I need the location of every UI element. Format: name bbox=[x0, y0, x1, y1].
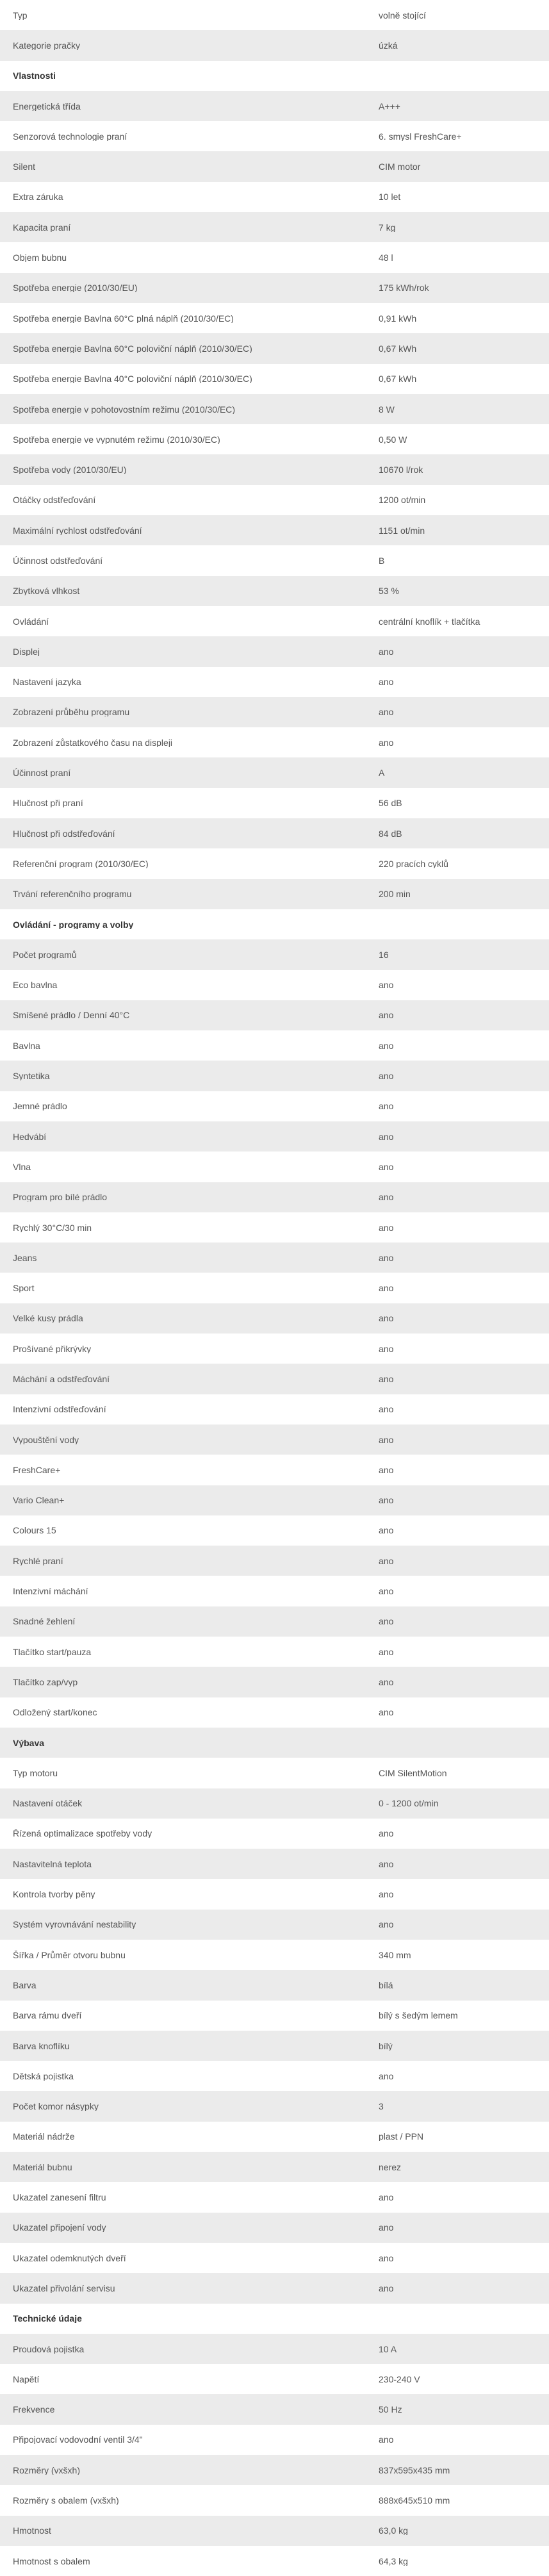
spec-row bbox=[0, 1212, 549, 1243]
spec-row bbox=[0, 1546, 549, 1576]
spec-label: Prošívané přikrývky bbox=[13, 1344, 92, 1353]
spec-label: Velké kusy prádla bbox=[13, 1314, 83, 1323]
spec-value: 0,67 kWh bbox=[379, 343, 417, 353]
spec-row bbox=[0, 364, 549, 394]
spec-row bbox=[0, 182, 549, 212]
spec-label: Vlna bbox=[13, 1162, 31, 1171]
spec-value: ano bbox=[379, 1647, 394, 1656]
spec-label: Kontrola tvorby pěny bbox=[13, 1890, 95, 1899]
spec-value: 230-240 V bbox=[379, 2374, 420, 2384]
spec-value: 0,91 kWh bbox=[379, 313, 417, 323]
spec-row bbox=[0, 2031, 549, 2061]
spec-label: Tlačítko start/pauza bbox=[13, 1647, 92, 1656]
spec-value: ano bbox=[379, 2193, 394, 2202]
spec-value: ano bbox=[379, 1041, 394, 1050]
spec-label: Hedvábí bbox=[13, 1132, 47, 1141]
spec-label: Typ motoru bbox=[13, 1768, 58, 1778]
spec-label: Ukazatel zanesení filtru bbox=[13, 2193, 106, 2202]
spec-row bbox=[0, 2182, 549, 2212]
spec-row bbox=[0, 1030, 549, 1061]
spec-row bbox=[0, 1061, 549, 1091]
section-heading-row bbox=[0, 2304, 549, 2334]
spec-row bbox=[0, 939, 549, 970]
spec-row bbox=[0, 2061, 549, 2091]
spec-label: Frekvence bbox=[13, 2405, 55, 2415]
spec-value: 10 let bbox=[379, 192, 401, 202]
spec-row bbox=[0, 1152, 549, 1182]
spec-label: Odložený start/konec bbox=[13, 1708, 97, 1717]
spec-label: Spotřeba energie (2010/30/EU) bbox=[13, 283, 138, 293]
spec-row bbox=[0, 394, 549, 424]
spec-row bbox=[0, 1667, 549, 1697]
spec-row bbox=[0, 2273, 549, 2303]
spec-label: Zbytková vlhkost bbox=[13, 586, 80, 596]
spec-label: Smíšené prádlo / Denní 40°C bbox=[13, 1011, 130, 1020]
spec-value: 16 bbox=[379, 950, 389, 959]
spec-value: 3 bbox=[379, 2102, 384, 2111]
spec-row bbox=[0, 788, 549, 818]
spec-row bbox=[0, 545, 549, 575]
spec-row bbox=[0, 1819, 549, 1849]
spec-row bbox=[0, 1273, 549, 1303]
spec-row bbox=[0, 636, 549, 666]
section-heading: Ovládání - programy a volby bbox=[13, 920, 134, 929]
spec-value: ano bbox=[379, 1465, 394, 1474]
spec-row bbox=[0, 454, 549, 484]
spec-row bbox=[0, 2334, 549, 2364]
spec-row bbox=[0, 2425, 549, 2455]
spec-value: 10 A bbox=[379, 2344, 397, 2354]
spec-label: Hmotnost s obalem bbox=[13, 2556, 90, 2566]
spec-value: ano bbox=[379, 1284, 394, 1293]
spec-row bbox=[0, 1637, 549, 1667]
spec-row bbox=[0, 1394, 549, 1424]
spec-value: ano bbox=[379, 738, 394, 747]
spec-value: ano bbox=[379, 1920, 394, 1929]
spec-value: 10670 l/rok bbox=[379, 465, 423, 475]
spec-row bbox=[0, 1364, 549, 1394]
spec-row bbox=[0, 848, 549, 879]
spec-row bbox=[0, 30, 549, 60]
spec-label: Počet programů bbox=[13, 950, 77, 959]
spec-value: ano bbox=[379, 1071, 394, 1081]
spec-value: volně stojící bbox=[379, 10, 426, 20]
spec-row bbox=[0, 606, 549, 636]
spec-row bbox=[0, 818, 549, 848]
spec-value: plast / PPN bbox=[379, 2132, 424, 2142]
spec-row bbox=[0, 1303, 549, 1333]
spec-label: Ukazatel přivolání servisu bbox=[13, 2283, 115, 2293]
spec-row bbox=[0, 2122, 549, 2152]
spec-value: 56 dB bbox=[379, 798, 402, 808]
spec-label: Extra záruka bbox=[13, 192, 63, 202]
spec-row bbox=[0, 2213, 549, 2243]
spec-label: Intenzivní odstřeďování bbox=[13, 1405, 106, 1414]
spec-value: 53 % bbox=[379, 586, 399, 596]
section-heading: Vlastnosti bbox=[13, 71, 56, 81]
spec-row bbox=[0, 1788, 549, 1819]
spec-row bbox=[0, 333, 549, 363]
spec-label: Barva bbox=[13, 1980, 37, 1990]
spec-label: Spotřeba vody (2010/30/EU) bbox=[13, 465, 127, 475]
spec-row bbox=[0, 2001, 549, 2031]
spec-value: ano bbox=[379, 1314, 394, 1323]
spec-value: ano bbox=[379, 1829, 394, 1838]
spec-row bbox=[0, 1940, 549, 1970]
spec-value: 0 - 1200 ot/min bbox=[379, 1799, 439, 1808]
spec-value: 50 Hz bbox=[379, 2405, 402, 2415]
spec-row bbox=[0, 2485, 549, 2515]
spec-value: ano bbox=[379, 1193, 394, 1202]
spec-value: ano bbox=[379, 1132, 394, 1141]
spec-value: ano bbox=[379, 1253, 394, 1262]
spec-row bbox=[0, 2243, 549, 2273]
spec-value: ano bbox=[379, 2435, 394, 2445]
spec-row bbox=[0, 1333, 549, 1364]
spec-label: Hlučnost při praní bbox=[13, 798, 83, 808]
spec-label: Rozměry (vxšxh) bbox=[13, 2465, 81, 2475]
spec-row bbox=[0, 697, 549, 727]
spec-value: ano bbox=[379, 2223, 394, 2233]
spec-value: úzká bbox=[379, 40, 398, 50]
spec-row bbox=[0, 1485, 549, 1515]
spec-label: Typ bbox=[13, 10, 28, 20]
spec-value: bílá bbox=[379, 1980, 393, 1990]
spec-label: Materiál bubnu bbox=[13, 2162, 72, 2172]
spec-label: Colours 15 bbox=[13, 1526, 56, 1535]
spec-row bbox=[0, 1515, 549, 1546]
spec-label: Materiál nádrže bbox=[13, 2132, 75, 2142]
spec-value: 837x595x435 mm bbox=[379, 2465, 450, 2475]
spec-label: Vario Clean+ bbox=[13, 1496, 65, 1505]
spec-value: ano bbox=[379, 1526, 394, 1535]
spec-row bbox=[0, 1879, 549, 1909]
spec-label: Silent bbox=[13, 162, 36, 172]
spec-row bbox=[0, 151, 549, 181]
spec-value: ano bbox=[379, 1556, 394, 1565]
spec-label: Proudová pojistka bbox=[13, 2344, 85, 2354]
spec-label: Kapacita praní bbox=[13, 222, 71, 232]
spec-row bbox=[0, 1576, 549, 1606]
spec-value: ano bbox=[379, 1617, 394, 1626]
spec-value: 0,50 W bbox=[379, 434, 407, 444]
spec-value: 6. smysl FreshCare+ bbox=[379, 131, 462, 141]
spec-value: ano bbox=[379, 1162, 394, 1171]
spec-value: 0,67 kWh bbox=[379, 374, 417, 384]
spec-row bbox=[0, 515, 549, 545]
spec-row bbox=[0, 2455, 549, 2485]
spec-value: CIM SilentMotion bbox=[379, 1768, 447, 1778]
spec-value: B bbox=[379, 556, 385, 565]
section-heading: Výbava bbox=[13, 1738, 45, 1747]
spec-row bbox=[0, 1455, 549, 1485]
spec-value: ano bbox=[379, 2283, 394, 2293]
spec-label: Nastavitelná teplota bbox=[13, 1859, 92, 1869]
spec-row bbox=[0, 424, 549, 454]
spec-label: Připojovací vodovodní ventil 3/4" bbox=[13, 2435, 143, 2445]
spec-value: 1151 ot/min bbox=[379, 525, 425, 535]
section-heading-row bbox=[0, 61, 549, 91]
spec-value: nerez bbox=[379, 2162, 402, 2172]
spec-label: Systém vyrovnávání nestability bbox=[13, 1920, 136, 1929]
spec-label: Rychlé praní bbox=[13, 1556, 63, 1565]
spec-row bbox=[0, 485, 549, 515]
spec-value: 175 kWh/rok bbox=[379, 283, 429, 293]
spec-label: Šířka / Průměr otvoru bubnu bbox=[13, 1950, 126, 1960]
spec-row bbox=[0, 1697, 549, 1728]
spec-row bbox=[0, 121, 549, 151]
spec-value: ano bbox=[379, 2253, 394, 2263]
spec-value: ano bbox=[379, 1435, 394, 1444]
spec-value: ano bbox=[379, 707, 394, 717]
spec-label: Ukazatel odemknutých dveří bbox=[13, 2253, 126, 2263]
spec-label: Sport bbox=[13, 1284, 35, 1293]
spec-row bbox=[0, 2364, 549, 2394]
spec-label: Spotřeba energie Bavlna 60°C poloviční náplň (2010/30/EC) bbox=[13, 343, 252, 353]
spec-row bbox=[0, 1000, 549, 1030]
spec-row bbox=[0, 1424, 549, 1455]
section-heading-row bbox=[0, 909, 549, 939]
spec-row bbox=[0, 1182, 549, 1212]
spec-label: Hmotnost bbox=[13, 2526, 51, 2536]
spec-value: 84 dB bbox=[379, 829, 402, 838]
spec-label: Spotřeba energie Bavlna 60°C plná náplň (2010/30/EC) bbox=[13, 313, 234, 323]
spec-label: Spotřeba energie v pohotovostním režimu (2010/30/EC) bbox=[13, 404, 236, 414]
spec-value: ano bbox=[379, 1405, 394, 1414]
spec-value: ano bbox=[379, 1102, 394, 1111]
spec-row bbox=[0, 757, 549, 788]
spec-value: 888x645x510 mm bbox=[379, 2495, 450, 2505]
spec-value: ano bbox=[379, 647, 394, 656]
spec-label: Trvání referenčního programu bbox=[13, 889, 132, 899]
spec-label: Vypouštění vody bbox=[13, 1435, 79, 1444]
spec-value: 63,0 kg bbox=[379, 2526, 408, 2536]
spec-label: Energetická třída bbox=[13, 101, 81, 111]
spec-value: ano bbox=[379, 1223, 394, 1232]
spec-label: Otáčky odstřeďování bbox=[13, 495, 96, 505]
spec-label: Intenzivní máchání bbox=[13, 1587, 88, 1596]
spec-value: ano bbox=[379, 2071, 394, 2081]
spec-label: Účinnost odstřeďování bbox=[13, 556, 103, 565]
spec-label: Rychlý 30°C/30 min bbox=[13, 1223, 92, 1232]
spec-label: Snadné žehlení bbox=[13, 1617, 76, 1626]
spec-row bbox=[0, 1091, 549, 1121]
spec-value: 220 pracích cyklů bbox=[379, 859, 448, 868]
spec-label: Barva knoflíku bbox=[13, 2041, 70, 2051]
spec-value: ano bbox=[379, 1890, 394, 1899]
spec-value: ano bbox=[379, 1375, 394, 1383]
spec-label: Bavlna bbox=[13, 1041, 40, 1050]
spec-row bbox=[0, 1243, 549, 1273]
spec-value: 340 mm bbox=[379, 1950, 411, 1960]
spec-row bbox=[0, 2091, 549, 2121]
spec-label: Ovládání bbox=[13, 616, 49, 626]
spec-label: Maximální rychlost odstřeďování bbox=[13, 525, 142, 535]
spec-row bbox=[0, 2152, 549, 2182]
spec-label: FreshCare+ bbox=[13, 1465, 61, 1474]
spec-label: Účinnost praní bbox=[13, 768, 71, 778]
spec-value: ano bbox=[379, 980, 394, 990]
spec-value: ano bbox=[379, 1859, 394, 1869]
spec-value: bílý bbox=[379, 2041, 393, 2051]
spec-row bbox=[0, 1758, 549, 1788]
spec-row bbox=[0, 2546, 549, 2576]
spec-label: Zobrazení zůstatkového času na displeji bbox=[13, 738, 173, 747]
spec-row bbox=[0, 1606, 549, 1637]
spec-row bbox=[0, 727, 549, 757]
spec-row bbox=[0, 576, 549, 606]
spec-label: Spotřeba energie Bavlna 40°C poloviční náplň (2010/30/EC) bbox=[13, 374, 252, 384]
spec-value: ano bbox=[379, 1011, 394, 1020]
spec-label: Displej bbox=[13, 647, 40, 656]
spec-label: Spotřeba energie ve vypnutém režimu (2010/30/EC) bbox=[13, 434, 220, 444]
spec-value: ano bbox=[379, 1344, 394, 1353]
spec-label: Zobrazení průběhu programu bbox=[13, 707, 130, 717]
spec-label: Objem bubnu bbox=[13, 253, 67, 263]
spec-value: ano bbox=[379, 677, 394, 687]
spec-label: Jemné prádlo bbox=[13, 1102, 67, 1111]
spec-label: Máchání a odstřeďování bbox=[13, 1375, 110, 1383]
spec-label: Dětská pojistka bbox=[13, 2071, 74, 2081]
spec-value: 200 min bbox=[379, 889, 411, 899]
spec-row bbox=[0, 2516, 549, 2546]
spec-value: A+++ bbox=[379, 101, 400, 111]
spec-label: Rozměry s obalem (vxšxh) bbox=[13, 2495, 119, 2505]
spec-label: Napětí bbox=[13, 2374, 40, 2384]
spec-row bbox=[0, 1970, 549, 2000]
spec-label: Tlačítko zap/vyp bbox=[13, 1677, 78, 1687]
section-heading-row bbox=[0, 1728, 549, 1758]
section-heading: Technické údaje bbox=[13, 2314, 82, 2324]
spec-row bbox=[0, 91, 549, 121]
spec-label: Barva rámu dveří bbox=[13, 2011, 82, 2020]
spec-label: Jeans bbox=[13, 1253, 37, 1262]
spec-row bbox=[0, 273, 549, 303]
spec-value: 1200 ot/min bbox=[379, 495, 426, 505]
spec-label: Eco bavlna bbox=[13, 980, 58, 990]
spec-label: Nastavení jazyka bbox=[13, 677, 81, 687]
spec-label: Senzorová technologie praní bbox=[13, 131, 127, 141]
spec-row bbox=[0, 1910, 549, 1940]
spec-label: Kategorie pračky bbox=[13, 40, 81, 50]
spec-row bbox=[0, 303, 549, 333]
spec-value: 7 kg bbox=[379, 222, 396, 232]
spec-row bbox=[0, 242, 549, 272]
spec-label: Nastavení otáček bbox=[13, 1799, 83, 1808]
spec-label: Program pro bílé prádlo bbox=[13, 1193, 108, 1202]
spec-value: bílý s šedým lemem bbox=[379, 2011, 458, 2020]
spec-value: 48 l bbox=[379, 253, 393, 263]
spec-label: Referenční program (2010/30/EC) bbox=[13, 859, 149, 868]
spec-label: Řízená optimalizace spotřeby vody bbox=[13, 1829, 152, 1838]
spec-label: Počet komor násypky bbox=[13, 2102, 99, 2111]
spec-value: ano bbox=[379, 1587, 394, 1596]
spec-row bbox=[0, 879, 549, 909]
spec-value: 64,3 kg bbox=[379, 2556, 408, 2566]
spec-label: Hlučnost při odstřeďování bbox=[13, 829, 115, 838]
spec-row bbox=[0, 1849, 549, 1879]
spec-label: Syntetika bbox=[13, 1071, 50, 1081]
spec-row bbox=[0, 0, 549, 30]
spec-value: ano bbox=[379, 1496, 394, 1505]
spec-value: CIM motor bbox=[379, 162, 421, 172]
spec-row bbox=[0, 970, 549, 1000]
spec-row bbox=[0, 2394, 549, 2424]
spec-value: 8 W bbox=[379, 404, 395, 414]
spec-label: Ukazatel připojení vody bbox=[13, 2223, 106, 2233]
spec-value: A bbox=[379, 768, 385, 778]
spec-row bbox=[0, 1121, 549, 1152]
spec-row bbox=[0, 212, 549, 242]
spec-value: centrální knoflík + tlačítka bbox=[379, 616, 480, 626]
spec-value: ano bbox=[379, 1677, 394, 1687]
spec-row bbox=[0, 667, 549, 697]
spec-value: ano bbox=[379, 1708, 394, 1717]
